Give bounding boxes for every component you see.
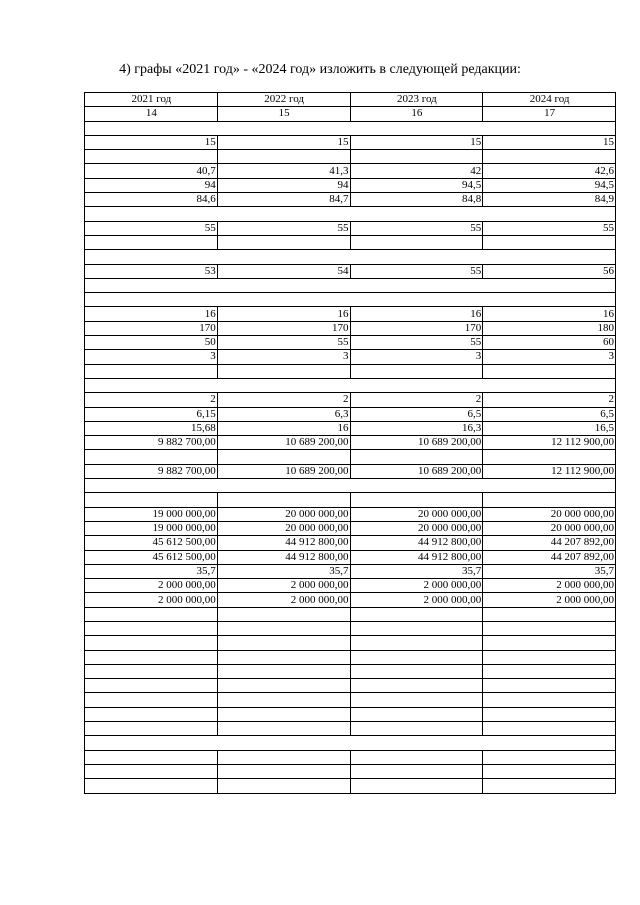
section-row [85, 121, 616, 135]
value-cell: 3 [350, 350, 483, 364]
section-cell [85, 250, 616, 264]
value-cell: 84,9 [483, 193, 616, 207]
value-cell [85, 493, 218, 507]
value-cell [483, 664, 616, 678]
value-cell [217, 493, 350, 507]
value-cell: 42 [350, 164, 483, 178]
value-cell: 56 [483, 264, 616, 278]
table-row [85, 450, 616, 464]
value-cell [350, 679, 483, 693]
value-cell: 84,7 [217, 193, 350, 207]
value-cell: 50 [85, 336, 218, 350]
value-cell [85, 650, 218, 664]
value-cell: 170 [350, 321, 483, 335]
table-row [85, 750, 616, 764]
value-cell [350, 707, 483, 721]
value-cell: 55 [217, 221, 350, 235]
value-cell: 60 [483, 336, 616, 350]
section-row [85, 479, 616, 493]
value-cell: 42,6 [483, 164, 616, 178]
section-row [85, 278, 616, 292]
table-row [85, 679, 616, 693]
value-cell: 55 [350, 336, 483, 350]
value-cell [350, 450, 483, 464]
value-cell: 3 [483, 350, 616, 364]
value-cell [350, 493, 483, 507]
value-cell [350, 621, 483, 635]
table-row [85, 321, 616, 335]
value-cell [483, 779, 616, 793]
value-cell [483, 235, 616, 249]
table-row [85, 536, 616, 550]
column-number-row [85, 107, 616, 121]
value-cell [85, 779, 218, 793]
value-cell [217, 450, 350, 464]
value-cell: 44 207 892,00 [483, 536, 616, 550]
column-number-cell: 16 [350, 107, 483, 121]
value-cell: 2 [217, 393, 350, 407]
value-cell: 3 [217, 350, 350, 364]
value-cell [217, 707, 350, 721]
value-cell [85, 750, 218, 764]
value-cell: 20 000 000,00 [217, 521, 350, 535]
value-cell: 54 [217, 264, 350, 278]
value-cell: 2 000 000,00 [483, 593, 616, 607]
value-cell: 2 000 000,00 [85, 593, 218, 607]
value-cell [483, 679, 616, 693]
value-cell: 170 [85, 321, 218, 335]
value-cell [350, 750, 483, 764]
table-row [85, 593, 616, 607]
value-cell [217, 650, 350, 664]
value-cell: 2 [85, 393, 218, 407]
value-cell: 2 000 000,00 [350, 593, 483, 607]
value-cell: 15 [350, 135, 483, 149]
value-cell [217, 235, 350, 249]
value-cell [85, 150, 218, 164]
value-cell [217, 607, 350, 621]
value-cell [483, 364, 616, 378]
value-cell: 44 912 800,00 [217, 536, 350, 550]
value-cell [85, 636, 218, 650]
value-cell [483, 650, 616, 664]
value-cell: 6,5 [350, 407, 483, 421]
value-cell [350, 150, 483, 164]
value-cell [350, 235, 483, 249]
value-cell: 55 [350, 264, 483, 278]
table-row [85, 722, 616, 736]
value-cell: 2 [350, 393, 483, 407]
column-number-cell: 14 [85, 107, 218, 121]
value-cell: 35,7 [350, 564, 483, 578]
value-cell: 20 000 000,00 [350, 507, 483, 521]
value-cell [217, 679, 350, 693]
value-cell: 20 000 000,00 [350, 521, 483, 535]
value-cell: 6,15 [85, 407, 218, 421]
value-cell [85, 722, 218, 736]
amendment-heading: 4) графы «2021 год» - «2024 год» изложить в следующей редакции: [119, 62, 521, 77]
value-cell: 15 [483, 135, 616, 149]
value-cell: 2 000 000,00 [85, 579, 218, 593]
value-cell [217, 779, 350, 793]
section-row [85, 378, 616, 392]
value-cell: 10 689 200,00 [217, 436, 350, 450]
table-row [85, 521, 616, 535]
value-cell: 9 882 700,00 [85, 464, 218, 478]
value-cell [85, 707, 218, 721]
value-cell [350, 664, 483, 678]
value-cell: 2 000 000,00 [217, 593, 350, 607]
value-cell [217, 664, 350, 678]
table-row [85, 579, 616, 593]
value-cell [483, 764, 616, 778]
value-cell: 84,8 [350, 193, 483, 207]
table-row [85, 779, 616, 793]
value-cell [483, 750, 616, 764]
value-cell: 53 [85, 264, 218, 278]
value-cell: 40,7 [85, 164, 218, 178]
value-cell: 16 [483, 307, 616, 321]
value-cell [350, 764, 483, 778]
section-row [85, 207, 616, 221]
value-cell: 20 000 000,00 [483, 507, 616, 521]
value-cell: 15 [85, 135, 218, 149]
table-row [85, 707, 616, 721]
value-cell [85, 621, 218, 635]
table-row [85, 664, 616, 678]
value-cell: 10 689 200,00 [350, 464, 483, 478]
value-cell: 12 112 900,00 [483, 436, 616, 450]
value-cell [483, 607, 616, 621]
table-row [85, 493, 616, 507]
column-number-cell: 15 [217, 107, 350, 121]
value-cell [85, 693, 218, 707]
value-cell [350, 607, 483, 621]
value-cell: 180 [483, 321, 616, 335]
header-cell: 2023 год [350, 93, 483, 107]
value-cell: 35,7 [217, 564, 350, 578]
value-cell: 84,6 [85, 193, 218, 207]
value-cell: 20 000 000,00 [217, 507, 350, 521]
table-row [85, 364, 616, 378]
table-row [85, 650, 616, 664]
table-row [85, 464, 616, 478]
value-cell: 16 [217, 307, 350, 321]
table-row [85, 407, 616, 421]
values-table [84, 92, 616, 794]
table-row [85, 564, 616, 578]
header-cell: 2024 год [483, 93, 616, 107]
value-cell [85, 764, 218, 778]
value-cell: 41,3 [217, 164, 350, 178]
value-cell: 16 [350, 307, 483, 321]
value-cell [483, 621, 616, 635]
value-cell [85, 364, 218, 378]
value-cell [85, 664, 218, 678]
table-body [85, 121, 616, 793]
section-cell [85, 736, 616, 750]
table-row [85, 550, 616, 564]
value-cell [217, 764, 350, 778]
table-row [85, 350, 616, 364]
value-cell: 55 [85, 221, 218, 235]
value-cell [350, 693, 483, 707]
value-cell [350, 636, 483, 650]
value-cell [217, 750, 350, 764]
value-cell [85, 235, 218, 249]
value-cell: 45 612 500,00 [85, 550, 218, 564]
value-cell: 44 912 800,00 [217, 550, 350, 564]
value-cell: 45 612 500,00 [85, 536, 218, 550]
value-cell [350, 364, 483, 378]
table-row [85, 221, 616, 235]
value-cell [85, 679, 218, 693]
value-cell [483, 150, 616, 164]
section-row [85, 736, 616, 750]
value-cell [350, 650, 483, 664]
table-row [85, 307, 616, 321]
value-cell [217, 621, 350, 635]
table-row [85, 621, 616, 635]
section-cell [85, 278, 616, 292]
value-cell: 16 [217, 421, 350, 435]
value-cell [483, 722, 616, 736]
value-cell: 15 [217, 135, 350, 149]
value-cell: 10 689 200,00 [217, 464, 350, 478]
table-row [85, 436, 616, 450]
header-cell: 2022 год [217, 93, 350, 107]
table-row [85, 507, 616, 521]
value-cell [350, 779, 483, 793]
value-cell: 94,5 [350, 178, 483, 192]
value-cell: 15,68 [85, 421, 218, 435]
column-number-cell: 17 [483, 107, 616, 121]
value-cell [217, 636, 350, 650]
value-cell [350, 722, 483, 736]
value-cell: 55 [483, 221, 616, 235]
table-row [85, 235, 616, 249]
value-cell [483, 636, 616, 650]
table-row [85, 607, 616, 621]
value-cell: 2 000 000,00 [483, 579, 616, 593]
value-cell: 20 000 000,00 [483, 521, 616, 535]
value-cell: 3 [85, 350, 218, 364]
section-cell [85, 479, 616, 493]
value-cell: 2 000 000,00 [217, 579, 350, 593]
value-cell [217, 364, 350, 378]
value-cell: 16,3 [350, 421, 483, 435]
header-row [85, 93, 616, 107]
value-cell [217, 722, 350, 736]
value-cell: 16 [85, 307, 218, 321]
value-cell: 170 [217, 321, 350, 335]
value-cell: 35,7 [483, 564, 616, 578]
table-row [85, 421, 616, 435]
value-cell [85, 607, 218, 621]
value-cell: 94,5 [483, 178, 616, 192]
section-cell [85, 293, 616, 307]
value-cell: 16,5 [483, 421, 616, 435]
value-cell: 19 000 000,00 [85, 507, 218, 521]
value-cell [217, 693, 350, 707]
value-cell: 6,5 [483, 407, 616, 421]
value-cell: 19 000 000,00 [85, 521, 218, 535]
value-cell: 94 [217, 178, 350, 192]
table-row [85, 178, 616, 192]
value-cell [483, 707, 616, 721]
value-cell: 10 689 200,00 [350, 436, 483, 450]
section-row [85, 250, 616, 264]
table-row [85, 636, 616, 650]
table-row [85, 135, 616, 149]
header-cell: 2021 год [85, 93, 218, 107]
value-cell: 94 [85, 178, 218, 192]
value-cell: 2 000 000,00 [350, 579, 483, 593]
table-row [85, 164, 616, 178]
value-cell: 44 912 800,00 [350, 536, 483, 550]
table-row [85, 764, 616, 778]
table-row [85, 264, 616, 278]
value-cell [483, 450, 616, 464]
value-cell [217, 150, 350, 164]
table-row [85, 693, 616, 707]
value-cell: 2 [483, 393, 616, 407]
value-cell: 35,7 [85, 564, 218, 578]
value-cell: 44 912 800,00 [350, 550, 483, 564]
value-cell [483, 493, 616, 507]
value-cell [483, 693, 616, 707]
section-row [85, 293, 616, 307]
section-cell [85, 378, 616, 392]
value-cell: 55 [350, 221, 483, 235]
section-cell [85, 121, 616, 135]
value-cell: 6,3 [217, 407, 350, 421]
value-cell: 9 882 700,00 [85, 436, 218, 450]
table-row [85, 393, 616, 407]
section-cell [85, 207, 616, 221]
table-row [85, 336, 616, 350]
value-cell [85, 450, 218, 464]
value-cell: 55 [217, 336, 350, 350]
table-row [85, 193, 616, 207]
value-cell: 44 207 892,00 [483, 550, 616, 564]
value-cell: 12 112 900,00 [483, 464, 616, 478]
table-row [85, 150, 616, 164]
